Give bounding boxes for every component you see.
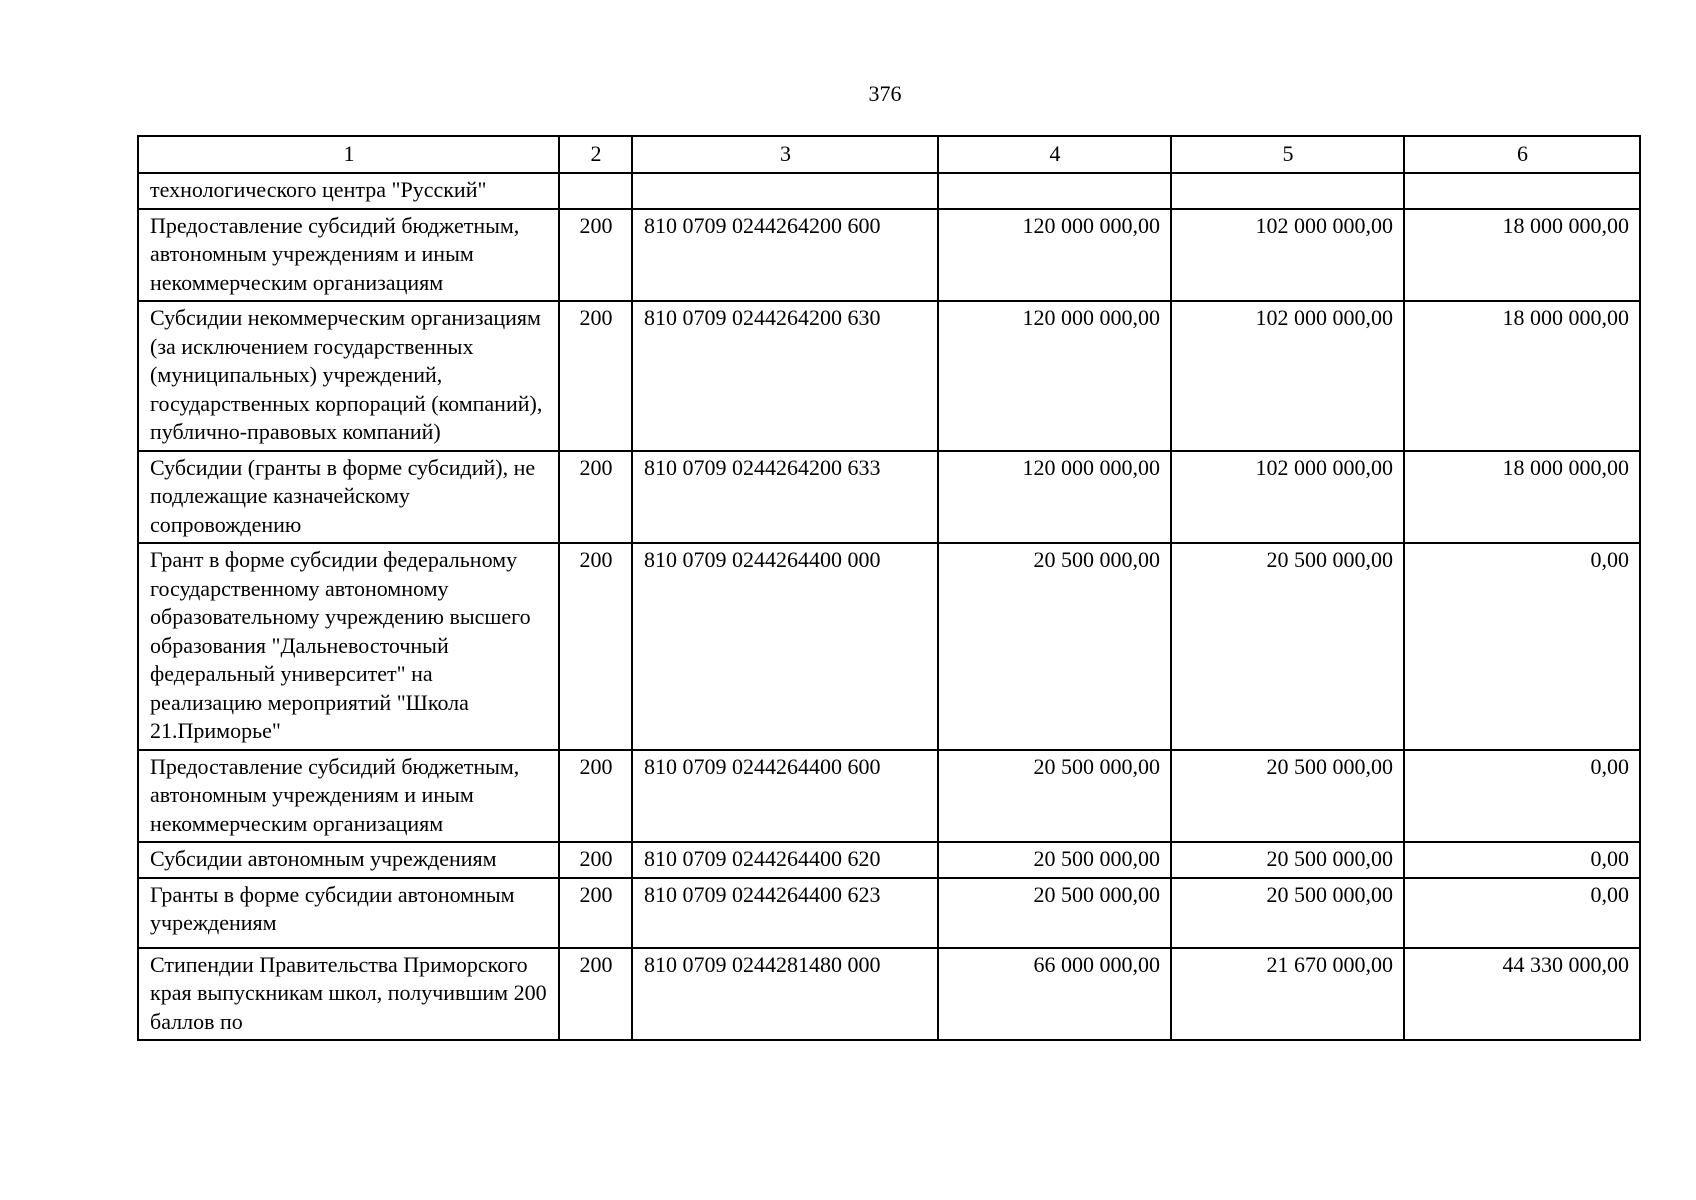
row-code: 200 <box>559 948 632 1041</box>
row-name: Субсидии (гранты в форме субсидий), не подлежащие казначейскому сопровождению <box>138 451 559 544</box>
column-header-1: 1 <box>138 136 559 173</box>
row-code <box>559 173 632 209</box>
row-code: 200 <box>559 750 632 843</box>
column-header-2: 2 <box>559 136 632 173</box>
row-kbk: 810 0709 0244264400 600 <box>632 750 938 843</box>
table-row <box>138 173 1640 209</box>
row-federal: 20 500 000,00 <box>1171 878 1404 948</box>
row-kbk <box>632 173 938 209</box>
table-row <box>138 878 1640 948</box>
row-name: Предоставление субсидий бюджетным, автономным учреждениям и иным некоммерческим организациям <box>138 209 559 302</box>
row-code: 200 <box>559 301 632 451</box>
row-kbk: 810 0709 0244264400 620 <box>632 842 938 878</box>
row-total: 20 500 000,00 <box>938 842 1171 878</box>
row-federal <box>1171 173 1404 209</box>
row-name: Грант в форме субсидии федеральному государственному автономному образовательному учреждению высшего образования "Дальневосточный федеральный университет" на реализацию мероприятий "Школа 21.Приморье" <box>138 543 559 750</box>
row-federal: 20 500 000,00 <box>1171 750 1404 843</box>
row-name: Гранты в форме субсидии автономным учреждениям <box>138 878 559 948</box>
row-total: 120 000 000,00 <box>938 209 1171 302</box>
table-row <box>138 451 1640 544</box>
page-number: 376 <box>868 81 902 106</box>
column-header-6: 6 <box>1404 136 1640 173</box>
table-row <box>138 543 1640 750</box>
row-total: 20 500 000,00 <box>938 878 1171 948</box>
row-code: 200 <box>559 543 632 750</box>
row-code: 200 <box>559 451 632 544</box>
row-federal: 21 670 000,00 <box>1171 948 1404 1041</box>
row-regional: 0,00 <box>1404 750 1640 843</box>
row-kbk: 810 0709 0244264200 633 <box>632 451 938 544</box>
row-name: Субсидии некоммерческим организациям (за исключением государственных (муниципальных) учреждений, государственных корпораций (компаний), публично-правовых компаний) <box>138 301 559 451</box>
budget-table <box>137 135 1641 1041</box>
row-kbk: 810 0709 0244264200 600 <box>632 209 938 302</box>
row-total: 120 000 000,00 <box>938 301 1171 451</box>
table-row <box>138 842 1640 878</box>
row-total <box>938 173 1171 209</box>
table-row <box>138 948 1640 1041</box>
row-kbk: 810 0709 0244264400 000 <box>632 543 938 750</box>
column-header-5: 5 <box>1171 136 1404 173</box>
row-regional: 18 000 000,00 <box>1404 451 1640 544</box>
row-kbk: 810 0709 0244281480 000 <box>632 948 938 1041</box>
row-code: 200 <box>559 842 632 878</box>
row-code: 200 <box>559 878 632 948</box>
row-regional: 18 000 000,00 <box>1404 301 1640 451</box>
table-row <box>138 209 1640 302</box>
row-total: 20 500 000,00 <box>938 750 1171 843</box>
row-federal: 102 000 000,00 <box>1171 451 1404 544</box>
row-regional: 0,00 <box>1404 842 1640 878</box>
row-total: 66 000 000,00 <box>938 948 1171 1041</box>
row-federal: 102 000 000,00 <box>1171 301 1404 451</box>
row-federal: 20 500 000,00 <box>1171 842 1404 878</box>
row-regional <box>1404 173 1640 209</box>
row-regional: 0,00 <box>1404 878 1640 948</box>
row-code: 200 <box>559 209 632 302</box>
row-kbk: 810 0709 0244264400 623 <box>632 878 938 948</box>
row-name: Стипендии Правительства Приморского края выпускникам школ, получившим 200 баллов по <box>138 948 559 1041</box>
row-name: технологического центра "Русский" <box>138 173 559 209</box>
table-row <box>138 301 1640 451</box>
column-number-row <box>138 136 1640 173</box>
row-kbk: 810 0709 0244264200 630 <box>632 301 938 451</box>
row-federal: 20 500 000,00 <box>1171 543 1404 750</box>
row-name: Субсидии автономным учреждениям <box>138 842 559 878</box>
row-regional: 18 000 000,00 <box>1404 209 1640 302</box>
row-regional: 0,00 <box>1404 543 1640 750</box>
table-row <box>138 750 1640 843</box>
row-name: Предоставление субсидий бюджетным, автономным учреждениям и иным некоммерческим организациям <box>138 750 559 843</box>
row-total: 120 000 000,00 <box>938 451 1171 544</box>
row-total: 20 500 000,00 <box>938 543 1171 750</box>
row-federal: 102 000 000,00 <box>1171 209 1404 302</box>
column-header-3: 3 <box>632 136 938 173</box>
column-header-4: 4 <box>938 136 1171 173</box>
row-regional: 44 330 000,00 <box>1404 948 1640 1041</box>
